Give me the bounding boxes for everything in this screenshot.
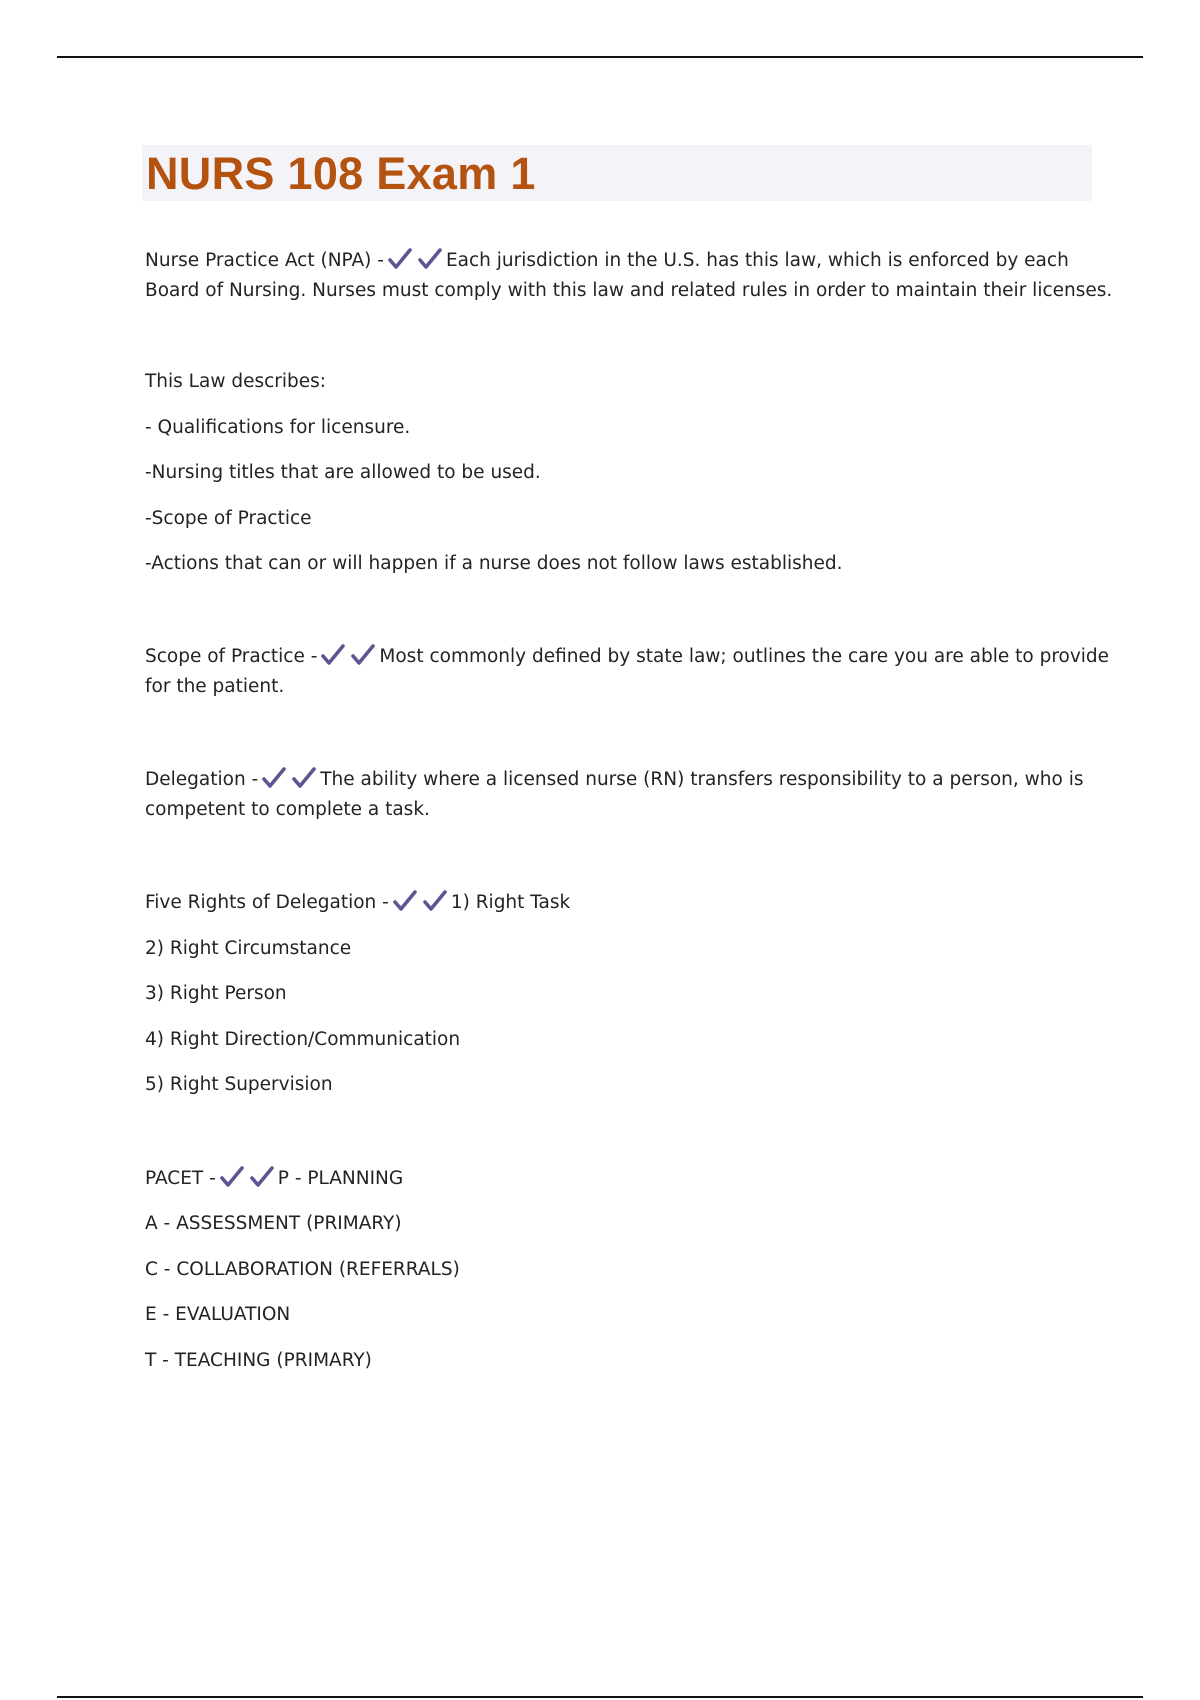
pacet-first-item: P - PLANNING [277,1168,404,1189]
law-item: - Qualifications for licensure. [145,417,411,438]
law-intro: This Law describes: [145,371,327,392]
checkmark-icon [423,890,447,912]
five-rights-line-1 [145,888,570,918]
top-rule [57,56,1143,58]
five-rights-item: 2) Right Circumstance [145,938,352,959]
pacet-item: C - COLLABORATION (REFERRALS) [145,1259,460,1280]
delegation-term: Delegation - [145,769,259,790]
delegation-line-1 [145,765,1083,795]
checkmark-icon [321,644,345,666]
pacet-item: E - EVALUATION [145,1304,291,1325]
checkmark-icon [418,248,442,270]
law-item: -Nursing titles that are allowed to be used. [145,462,541,483]
delegation-definition-part-2: competent to complete a task. [145,799,430,820]
pacet-term: PACET - [145,1168,216,1189]
scope-definition-part-1: Most commonly defined by state law; outlines the care you are able to provide [379,646,1110,667]
five-rights-first-item: 1) Right Task [450,892,571,913]
checkmark-icon [388,248,412,270]
five-rights-item: 3) Right Person [145,983,287,1004]
law-item: -Scope of Practice [145,508,312,529]
checkmark-icon [393,890,417,912]
npa-definition-part-2: Board of Nursing. Nurses must comply with this law and related rules in order to maintain their licenses. [145,280,1113,301]
checkmark-icon [351,644,375,666]
checkmark-icon [292,767,316,789]
checkmark-icon [250,1166,274,1188]
npa-line-1 [145,246,1069,276]
five-rights-item: 4) Right Direction/Communication [145,1029,461,1050]
checkmark-icon [262,767,286,789]
five-rights-term: Five Rights of Delegation - [145,892,389,913]
five-rights-item: 5) Right Supervision [145,1074,333,1095]
scope-definition-part-2: for the patient. [145,676,285,697]
page-title: NURS 108 Exam 1 [146,148,536,199]
checkmark-icon [220,1166,244,1188]
scope-term: Scope of Practice - [145,646,318,667]
pacet-item: A - ASSESSMENT (PRIMARY) [145,1213,402,1234]
delegation-definition-part-1: The ability where a licensed nurse (RN) transfers responsibility to a person, who is [320,769,1084,790]
pacet-line-1 [145,1164,403,1194]
pacet-item: T - TEACHING (PRIMARY) [145,1350,372,1371]
scope-line-1 [145,642,1109,672]
npa-term: Nurse Practice Act (NPA) - [145,250,384,271]
law-item: -Actions that can or will happen if a nurse does not follow laws established. [145,553,843,574]
bottom-rule [57,1696,1143,1698]
npa-definition-part-1: Each jurisdiction in the U.S. has this law, which is enforced by each [445,250,1069,271]
